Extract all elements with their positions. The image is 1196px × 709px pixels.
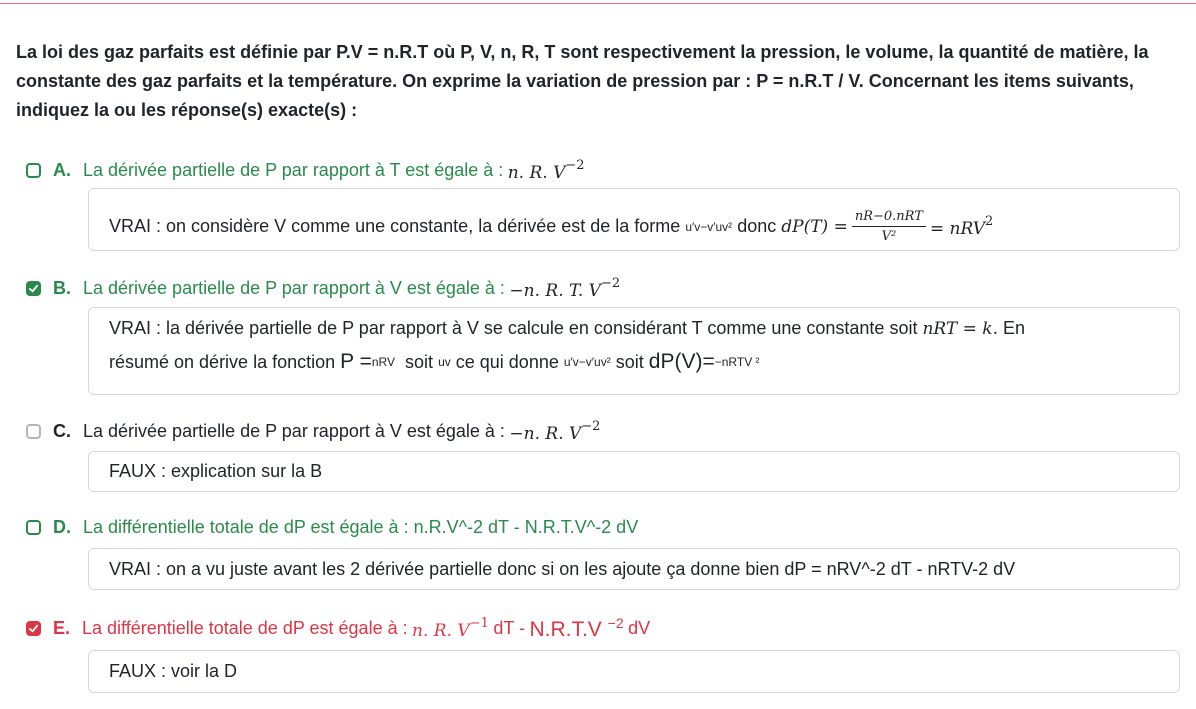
checkbox-c[interactable] <box>26 424 41 439</box>
formula-fraction <box>852 209 926 244</box>
item-statement: La dérivée partielle de P par rapport à V est égale à : <box>83 277 505 298</box>
formula-uv: uv <box>438 355 451 369</box>
explanation-text: FAUX : explication sur la B <box>109 461 323 481</box>
checkbox-b[interactable] <box>26 281 41 296</box>
formula-dp: dP(V)= <box>648 350 715 373</box>
explanation-c <box>88 451 1180 492</box>
item-letter: B. <box>53 277 71 298</box>
explanation-a <box>88 188 1180 251</box>
formula-lhs: dP(T) = <box>781 216 848 237</box>
item-statement: La différentielle totale de dP est égale à : <box>82 617 408 638</box>
fraction-numerator: nR−0.nRT <box>852 209 926 227</box>
explanation-word: ce qui donne <box>455 351 559 372</box>
item-math: −n. R. $V^{-2}$ <box>509 418 601 444</box>
explanation-text: VRAI : on a vu juste avant les 2 dérivée partielle donc si on les ajoute ça donne bien dP = nRV^-2 dT - nRTV-2 dV <box>109 559 1016 579</box>
formula-nrv: nRV <box>371 355 396 369</box>
checkbox-e[interactable] <box>26 621 41 636</box>
explanation-e <box>88 650 1180 693</box>
explanation-word: donc <box>737 216 777 236</box>
item-statement: La différentielle totale de dP est égale à : n.R.V^-2 dT - N.R.T.V^-2 dV <box>83 516 639 537</box>
item-math: −n. R. T. $V^{-2}$ <box>509 275 621 301</box>
formula-p: P = <box>340 350 372 373</box>
explanation-text: FAUX : voir la D <box>109 661 238 681</box>
explanation-text: résumé on dérive la fonction <box>109 351 336 372</box>
item-letter: E. <box>53 617 71 638</box>
explanation-text: VRAI : on considère V comme une constante, la dérivée est de la forme <box>109 216 681 236</box>
question-text: La loi des gaz parfaits est définie par P.V = n.R.T où P, V, n, R, T sont respectivement la pression, le volume, la quantité de matière, la constante des gaz parfaits et la température. On exprime la variation de pression par : P = n.R.T / V. Concernant les items suivants, indiquez la ou les réponse(s) exacte(s) : <box>16 42 1149 120</box>
check-icon <box>28 623 39 634</box>
formula-form: u′v−v′uv² <box>685 219 733 234</box>
check-icon <box>28 283 39 294</box>
explanation-word: En <box>1003 318 1026 338</box>
top-rule <box>0 3 1196 4</box>
item-math: n. R. $V^{-1}$ <box>412 615 489 641</box>
item-statement-big: N.R.T.V $^{-2}$ <box>529 614 624 641</box>
explanation-word: soit <box>405 351 434 372</box>
item-letter: A. <box>53 159 71 180</box>
explanation-d <box>88 548 1180 590</box>
explanation-b <box>88 307 1180 395</box>
formula-result: −nRTV ² <box>714 355 760 369</box>
explanation-text: VRAI : la dérivée partielle de P par rapport à V se calcule en considérant T comme une constante soit <box>109 318 918 338</box>
formula-k: nRT = k. <box>922 318 999 339</box>
item-letter: D. <box>53 516 71 537</box>
formula-rhs: = nRV$^2$ <box>929 214 994 239</box>
checkbox-d[interactable] <box>26 520 41 535</box>
item-statement-after: dT - <box>493 617 525 638</box>
item-statement-end: dV <box>628 617 651 638</box>
fraction-denominator: V² <box>881 229 897 244</box>
formula-form: u′v−v′uv² <box>563 355 611 369</box>
checkbox-a[interactable] <box>26 163 41 178</box>
item-statement: La dérivée partielle de P par rapport à V est égale à : <box>83 420 505 441</box>
item-letter: C. <box>53 420 71 441</box>
item-math: n. R. $V^{-2}$ <box>507 157 585 183</box>
explanation-word: soit <box>615 351 644 372</box>
item-statement: La dérivée partielle de P par rapport à T est égale à : <box>83 159 504 180</box>
